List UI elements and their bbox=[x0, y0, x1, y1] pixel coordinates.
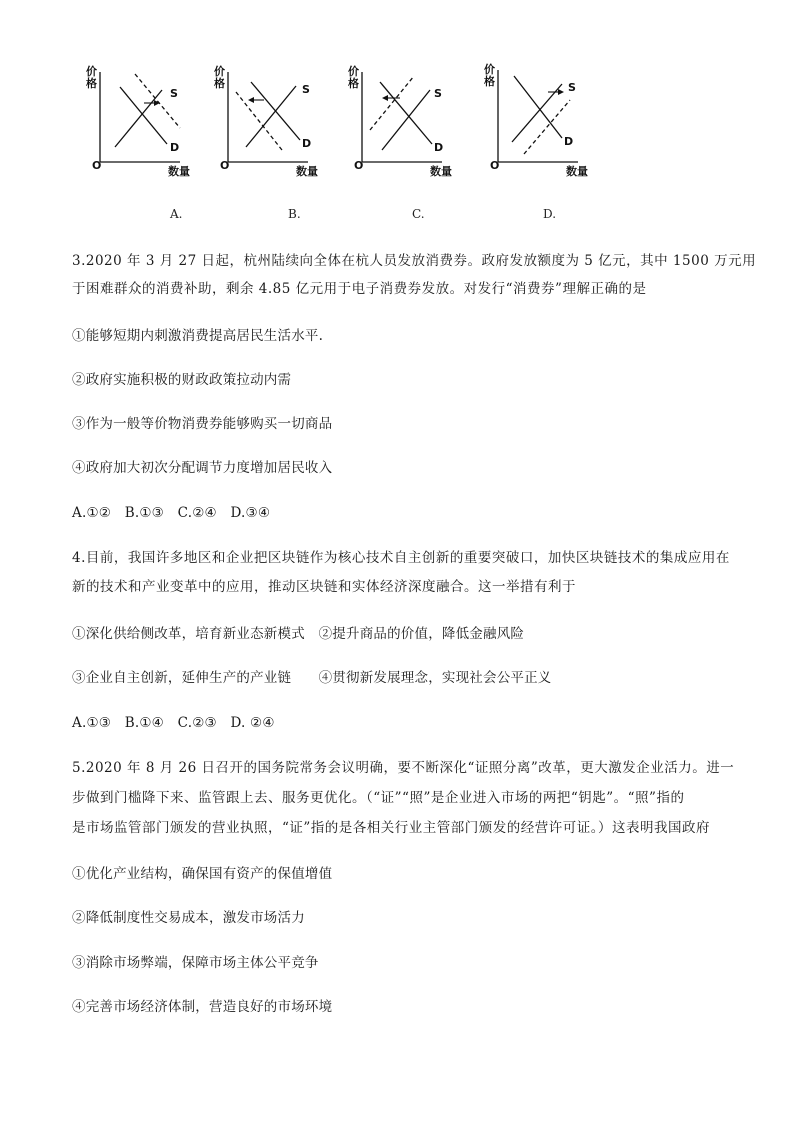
graph-b-origin: O bbox=[220, 159, 230, 172]
graph-a bbox=[80, 62, 190, 182]
graph-b-s-label: S bbox=[302, 83, 310, 96]
graph-d-y-label: 价格 bbox=[484, 63, 495, 88]
shifted-supply-curve bbox=[370, 76, 414, 130]
shift-arrow-head bbox=[154, 100, 160, 106]
q4-stem-line2: 新的技术和产业变革中的应用，推动区块链和实体经济深度融合。这一举措有利于 bbox=[72, 579, 576, 595]
graph-c-origin: O bbox=[354, 159, 364, 172]
q4-items-row2: ③企业自主创新，延伸生产的产业链 ④贯彻新发展理念，实现社会公平正义 bbox=[72, 670, 552, 686]
graph-b-y-label: 价格 bbox=[214, 65, 225, 90]
graph-d-x-label: 数量 bbox=[566, 165, 588, 178]
graph-c-d-label: D bbox=[434, 141, 444, 154]
shifted-demand-curve bbox=[135, 74, 180, 128]
shift-arrow-head bbox=[248, 97, 254, 103]
shift-arrow-head bbox=[382, 95, 388, 101]
q5-item-2: ②降低制度性交易成本，激发市场活力 bbox=[72, 910, 305, 926]
graph-a-y-label: 价格 bbox=[86, 65, 97, 90]
graph-a-x-label: 数量 bbox=[168, 165, 190, 178]
supply-curve bbox=[512, 84, 562, 142]
graph-b-x-label: 数量 bbox=[296, 165, 318, 178]
graph-a-d-label: D bbox=[170, 141, 180, 154]
supply-curve bbox=[382, 90, 430, 150]
q3-item-3: ③作为一般等价物消费券能够购买一切商品 bbox=[72, 416, 333, 432]
graph-options bbox=[0, 207, 794, 223]
q4-answers: A.①③ B.①④ C.②③ D. ②④ bbox=[72, 715, 275, 731]
graph-a-s-label: S bbox=[170, 87, 178, 100]
q5-stem-line2: 步做到门槛降下来、监管跟上去、服务更优化。（“证”“照”是企业进入市场的两把“钥匙”。“照”指的 bbox=[72, 790, 685, 806]
q3-item-1: ①能够短期内刺激消费提高居民生活水平. bbox=[72, 328, 324, 344]
q3-item-4: ④政府加大初次分配调节力度增加居民收入 bbox=[72, 460, 333, 476]
option-d: D. bbox=[543, 207, 557, 221]
graph-c bbox=[342, 62, 452, 182]
graph-b bbox=[208, 62, 318, 182]
demand-curve bbox=[514, 76, 562, 138]
q3-answers: A.①② B.①③ C.②④ D.③④ bbox=[72, 505, 271, 521]
q5-item-1: ①优化产业结构，确保国有资产的保值增值 bbox=[72, 866, 333, 882]
graph-d-d-label: D bbox=[564, 135, 574, 148]
demand-curve bbox=[120, 87, 167, 144]
shift-arrow-head bbox=[558, 89, 564, 95]
q3-stem-line2: 于困难群众的消费补助，剩余 4.85 亿元用于电子消费券发放。对发行“消费券”理解正确的是 bbox=[72, 281, 647, 297]
q3-stem-line1: 3.2020 年 3 月 27 日起，杭州陆续向全体在杭人员发放消费券。政府发放额度为 5 亿元，其中 1500 万元用 bbox=[72, 253, 757, 269]
supply-demand-graphs bbox=[80, 62, 620, 182]
q5-item-4: ④完善市场经济体制，营造良好的市场环境 bbox=[72, 999, 333, 1015]
graph-d bbox=[478, 62, 588, 182]
q5-stem-line3: 是市场监管部门颁发的营业执照，“证”指的是各相关行业主管部门颁发的经营许可证。）这表明我国政府 bbox=[72, 820, 711, 836]
graph-d-s-label: S bbox=[568, 81, 576, 94]
option-b: B. bbox=[288, 207, 301, 221]
supply-curve bbox=[246, 86, 296, 147]
shifted-demand-curve bbox=[236, 92, 282, 150]
q5-stem-line1: 5.2020 年 8 月 26 日召开的国务院常务会议明确，要不断深化“证照分离”改革，更大激发企业活力。进一 bbox=[72, 760, 735, 776]
option-c: C. bbox=[412, 207, 425, 221]
option-a: A. bbox=[170, 207, 183, 221]
graph-b-d-label: D bbox=[302, 137, 312, 150]
graph-d-origin: O bbox=[490, 159, 500, 172]
q5-item-3: ③消除市场弊端，保障市场主体公平竞争 bbox=[72, 955, 319, 971]
demand-curve bbox=[380, 82, 432, 144]
graph-c-y-label: 价格 bbox=[348, 65, 359, 90]
q4-items-row1: ①深化供给侧改革，培育新业态新模式 ②提升商品的价值，降低金融风险 bbox=[72, 626, 525, 642]
graph-a-origin: O bbox=[92, 159, 102, 172]
q3-item-2: ②政府实施积极的财政政策拉动内需 bbox=[72, 372, 292, 388]
graph-c-s-label: S bbox=[434, 87, 442, 100]
graph-c-x-label: 数量 bbox=[430, 165, 452, 178]
q4-stem-line1: 4.目前，我国许多地区和企业把区块链作为核心技术自主创新的重要突破口，加快区块链技术的集成应用在 bbox=[72, 550, 730, 566]
